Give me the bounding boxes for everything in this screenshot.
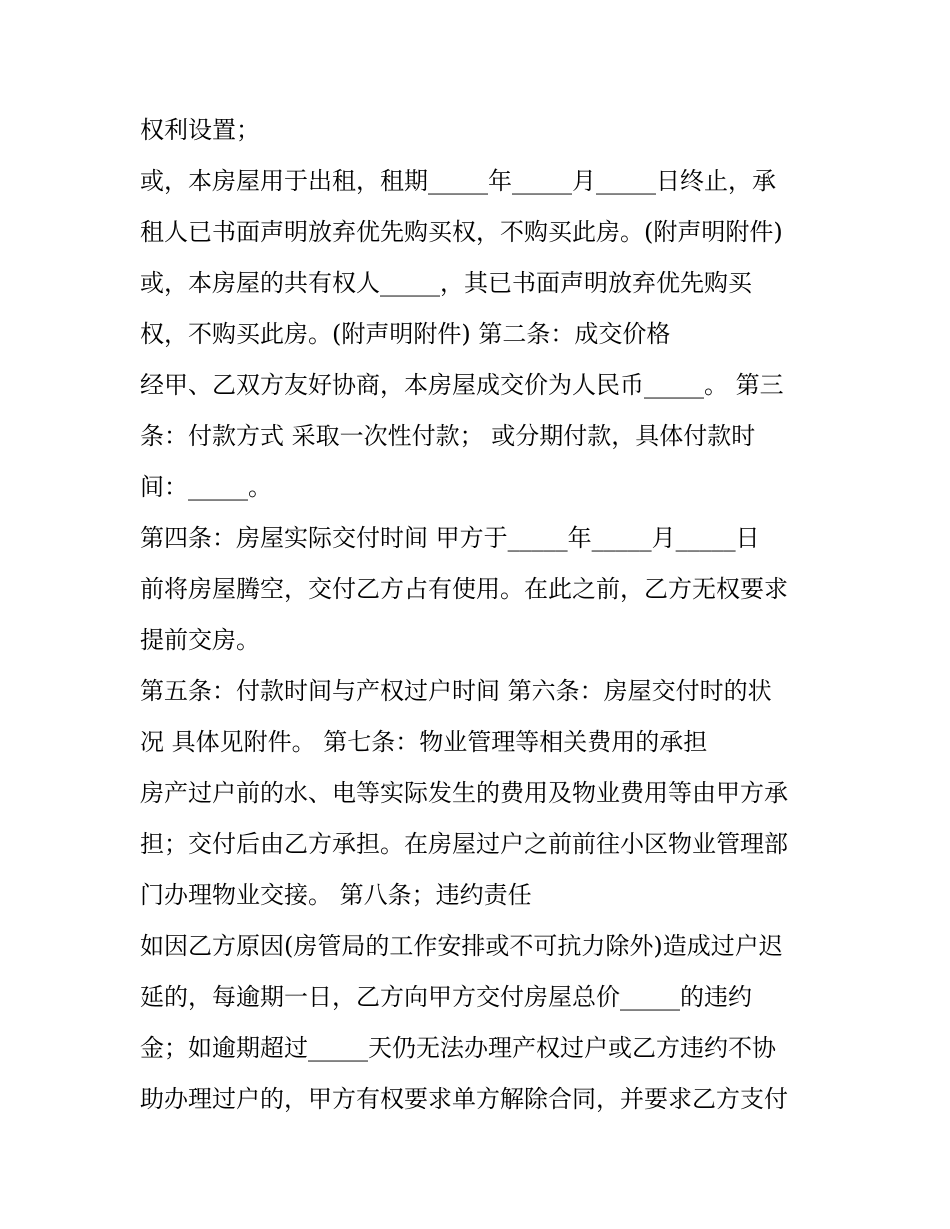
text-line: 第四条：房屋实际交付时间 甲方于_____年_____月_____日 [140, 524, 760, 552]
text-line: 权利设置； [140, 116, 260, 144]
text-line: 门办理物业交接。 第八条；违约责任 [140, 881, 532, 909]
text-line: 房产过户前的水、电等实际发生的费用及物业费用等由甲方承 [140, 779, 788, 807]
text-line: 或，本房屋用于出租，租期_____年_____月_____日终止，承 [140, 167, 776, 195]
text-line: 条：付款方式 采取一次性付款； 或分期付款，具体付款时 [140, 422, 756, 450]
text-line: 权，不购买此房。(附声明附件) 第二条：成交价格 [140, 320, 671, 348]
text-line: 第五条：付款时间与产权过户时间 第六条：房屋交付时的状 [140, 677, 772, 705]
text-line: 或，本房屋的共有权人_____，其已书面声明放弃优先购买 [140, 269, 752, 297]
text-line: 延的，每逾期一日，乙方向甲方交付房屋总价_____的违约 [140, 983, 752, 1011]
text-line: 提前交房。 [140, 626, 260, 654]
text-line: 前将房屋腾空，交付乙方占有使用。在此之前，乙方无权要求 [140, 575, 788, 603]
text-line: 租人已书面声明放弃优先购买权，不购买此房。(附声明附件) [140, 218, 783, 246]
text-line: 助办理过户的，甲方有权要求单方解除合同，并要求乙方支付 [140, 1085, 788, 1113]
text-line: 间：_____。 [140, 473, 272, 501]
text-line: 经甲、乙双方友好协商，本房屋成交价为人民币_____。 第三 [140, 371, 784, 399]
text-line: 况 具体见附件。 第七条：物业管理等相关费用的承担 [140, 728, 708, 756]
text-line: 如因乙方原因(房管局的工作安排或不可抗力除外)造成过户迟 [140, 932, 783, 960]
document-body [140, 110, 820, 1130]
text-line: 金；如逾期超过_____天仍无法办理产权过户或乙方违约不协 [140, 1034, 776, 1062]
text-line: 担；交付后由乙方承担。在房屋过户之前前往小区物业管理部 [140, 830, 788, 858]
